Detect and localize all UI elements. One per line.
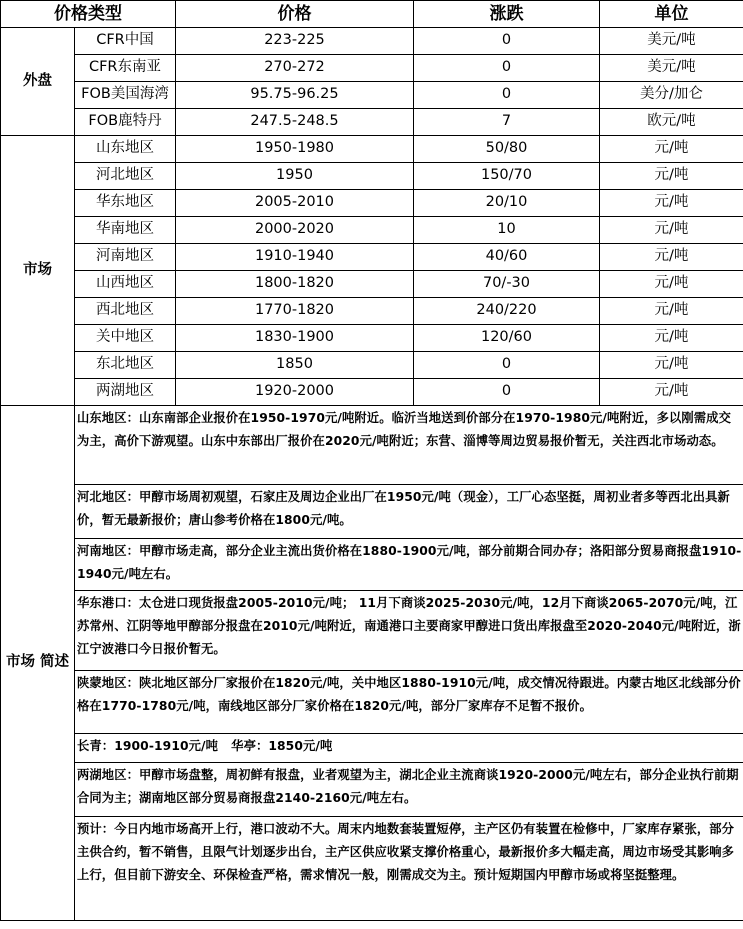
unit-cell: 元/吨 xyxy=(600,190,743,217)
change-cell: 70/-30 xyxy=(414,271,600,298)
table-row xyxy=(1,163,743,190)
table-row xyxy=(1,325,743,352)
unit-cell: 元/吨 xyxy=(600,217,743,244)
price-type-cell: 山东地区 xyxy=(75,136,176,163)
price-type-cell: 华南地区 xyxy=(75,217,176,244)
group-label-foreign: 外盘 xyxy=(1,28,75,136)
summary-row xyxy=(1,763,743,817)
table-row xyxy=(1,190,743,217)
summary-row xyxy=(1,817,743,921)
change-cell: 0 xyxy=(414,82,600,109)
price-type-cell: 关中地区 xyxy=(75,325,176,352)
price-cell: 95.75-96.25 xyxy=(176,82,414,109)
price-type-cell: CFR中国 xyxy=(75,28,176,55)
summary-henan: 河南地区：甲醇市场走高，部分企业主流出货价格在1880-1900元/吨，部分前期合同办存；洛阳部分贸易商报盘1910-1940元/吨左右。 xyxy=(75,539,743,591)
price-type-cell: 两湖地区 xyxy=(75,379,176,406)
price-type-cell: 华东地区 xyxy=(75,190,176,217)
table-row xyxy=(1,28,743,55)
unit-cell: 元/吨 xyxy=(600,379,743,406)
change-cell: 0 xyxy=(414,28,600,55)
change-cell: 10 xyxy=(414,217,600,244)
price-cell: 247.5-248.5 xyxy=(176,109,414,136)
header-change: 涨跌 xyxy=(414,1,600,28)
table-row xyxy=(1,271,743,298)
change-cell: 20/10 xyxy=(414,190,600,217)
price-cell: 1850 xyxy=(176,352,414,379)
table-row xyxy=(1,82,743,109)
change-cell: 7 xyxy=(414,109,600,136)
price-type-cell: 河南地区 xyxy=(75,244,176,271)
change-cell: 40/60 xyxy=(414,244,600,271)
summary-row xyxy=(1,734,743,763)
summary-label-line-1: 市场 xyxy=(5,654,35,671)
summary-hebei: 河北地区：甲醇市场周初观望，石家庄及周边企业出厂在1950元/吨（现金），工厂心态坚挺，周初业者多等西北出具新价，暂无最新报价；唐山参考价格在1800元/吨。 xyxy=(75,485,743,539)
price-type-cell: 东北地区 xyxy=(75,352,176,379)
price-cell: 1910-1940 xyxy=(176,244,414,271)
unit-cell: 欧元/吨 xyxy=(600,109,743,136)
price-cell: 1800-1820 xyxy=(176,271,414,298)
table-row xyxy=(1,55,743,82)
unit-cell: 元/吨 xyxy=(600,244,743,271)
unit-cell: 美分/加仑 xyxy=(600,82,743,109)
summary-forecast: 预计：今日内地市场高开上行，港口波动不大。周末内地数套装置短停，主产区仍有装置在检修中，厂家库存紧张，部分主供合约，暂不销售，且限气计划逐步出台，主产区供应收紧支撑价格重心，最新报价多大幅走高，周边市场受其影响多上行，但目前下游安全、环保检查严格，需求情况一般，刚需成交为主。预计短期国内甲醇市场或将坚挺整理。 xyxy=(75,817,743,921)
header-unit: 单位 xyxy=(600,1,743,28)
table-row xyxy=(1,136,743,163)
header-row xyxy=(1,1,743,28)
summary-row xyxy=(1,591,743,671)
unit-cell: 元/吨 xyxy=(600,352,743,379)
price-cell: 1830-1900 xyxy=(176,325,414,352)
price-cell: 270-272 xyxy=(176,55,414,82)
summary-shaanxi-inner-mongolia: 陕蒙地区：陕北地区部分厂家报价在1820元/吨，关中地区1880-1910元/吨，成交情况待跟进。内蒙古地区北线部分价格在1770-1780元/吨，南线地区部分厂家价格在1820元/吨，部分厂家库存不足暂不报价。 xyxy=(75,671,743,734)
summary-lianghu: 两湖地区：甲醇市场盘整，周初鲜有报盘，业者观望为主，湖北企业主流商谈1920-2000元/吨左右，部分企业执行前期合同为主；湖南地区部分贸易商报盘2140-2160元/吨左右。 xyxy=(75,763,743,817)
price-type-cell: FOB美国海湾 xyxy=(75,82,176,109)
summary-shandong: 山东地区：山东南部企业报价在1950-1970元/吨附近。临沂当地送到价部分在1970-1980元/吨附近，多以刚需成交为主，高价下游观望。山东中东部出厂报价在2020元/吨附近；东营、淄博等周边贸易报价暂无，关注西北市场动态。 xyxy=(75,406,743,485)
price-type-cell: 河北地区 xyxy=(75,163,176,190)
change-cell: 0 xyxy=(414,379,600,406)
group-label-summary xyxy=(1,406,75,921)
table-row xyxy=(1,217,743,244)
table-row xyxy=(1,244,743,271)
change-cell: 120/60 xyxy=(414,325,600,352)
unit-cell: 元/吨 xyxy=(600,163,743,190)
unit-cell: 美元/吨 xyxy=(600,55,743,82)
table-row xyxy=(1,379,743,406)
price-type-cell: FOB鹿特丹 xyxy=(75,109,176,136)
price-cell: 1950-1980 xyxy=(176,136,414,163)
unit-cell: 元/吨 xyxy=(600,298,743,325)
price-cell: 1770-1820 xyxy=(176,298,414,325)
change-cell: 0 xyxy=(414,55,600,82)
price-cell: 1950 xyxy=(176,163,414,190)
summary-row xyxy=(1,406,743,485)
table-row xyxy=(1,352,743,379)
summary-east-china-port: 华东港口：太仓进口现货报盘2005-2010元/吨； 11月下商谈2025-2030元/吨，12月下商谈2065-2070元/吨，江苏常州、江阴等地甲醇部分报盘在2010元/吨附近，南通港口主要商家甲醇进口货出库报盘至2020-2040元/吨附近，浙江宁波港口今日报价暂无。 xyxy=(75,591,743,671)
summary-label-line-2: 简述 xyxy=(40,654,70,671)
change-cell: 0 xyxy=(414,352,600,379)
unit-cell: 元/吨 xyxy=(600,136,743,163)
summary-row xyxy=(1,539,743,591)
header-price-type: 价格类型 xyxy=(1,1,176,28)
header-price: 价格 xyxy=(176,1,414,28)
unit-cell: 美元/吨 xyxy=(600,28,743,55)
price-cell: 2000-2020 xyxy=(176,217,414,244)
price-type-cell: 山西地区 xyxy=(75,271,176,298)
summary-row xyxy=(1,671,743,734)
price-cell: 1920-2000 xyxy=(176,379,414,406)
price-type-cell: CFR东南亚 xyxy=(75,55,176,82)
group-label-market: 市场 xyxy=(1,136,75,406)
change-cell: 50/80 xyxy=(414,136,600,163)
table-row xyxy=(1,109,743,136)
unit-cell: 元/吨 xyxy=(600,325,743,352)
unit-cell: 元/吨 xyxy=(600,271,743,298)
price-cell: 2005-2010 xyxy=(176,190,414,217)
price-cell: 223-225 xyxy=(176,28,414,55)
price-type-cell: 西北地区 xyxy=(75,298,176,325)
summary-changqing-huating: 长青：1900-1910元/吨 华亭：1850元/吨 xyxy=(75,734,743,763)
summary-row xyxy=(1,485,743,539)
change-cell: 150/70 xyxy=(414,163,600,190)
change-cell: 240/220 xyxy=(414,298,600,325)
table-row xyxy=(1,298,743,325)
